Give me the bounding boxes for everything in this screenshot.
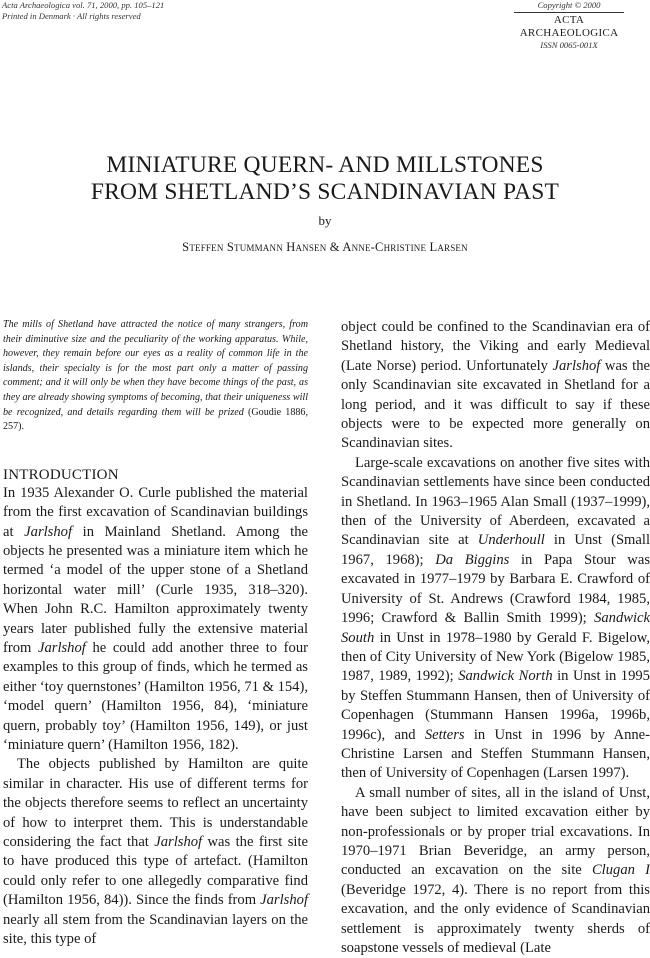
section-heading-introduction: INTRODUCTION	[3, 466, 119, 483]
right-paragraph-3: A small number of sites, all in the island of Unst, have been subject to limited excavation either by non-professionals or by proper trial excavations. In 1970–1971 Brian Beveridge, an army person, conducted an excavation on the site Clugan I (Beveridge 1972, 4). There is no report from this excavation, and the only evidence of Scandinavian settlement is approximately twenty sherds of soapstone vessels of medieval (Late	[341, 784, 650, 956]
header-rule	[514, 12, 624, 13]
running-header-left	[2, 0, 164, 22]
intro-paragraph-2: The objects published by Hamilton are quite similar in character. His use of different terms for the objects therefore seems to reflect an uncertainty of how to interpret them. This is understandable considering the fact that Jarlshof was the first site to have produced this type of artefact. (Hamilton could only refer to one allegedly comparative find (Hamilton 1956, 84)). Since the finds from Jarlshof nearly all stem from the Scandinavian layers on the site, this type of	[3, 756, 308, 948]
journal-citation: Acta Archaeologica vol. 71, 2000, pp. 105–121	[2, 0, 165, 10]
rights-notice: Printed in Denmark · All rights reserved	[2, 11, 141, 21]
running-header-right	[514, 0, 624, 50]
article-title	[0, 152, 650, 206]
left-column	[3, 318, 308, 950]
right-paragraph-1: object could be confined to the Scandinavian era of Shetland history, the Viking and early Medieval (Late Norse) period. Unfortunately Jarlshof was the only Scandinavian site excavated in Shetland for a long period, and it was difficult to say if these objects were to be expected more generally on Scandinavian sites.	[341, 319, 650, 452]
copyright-notice: Copyright © 2000	[537, 0, 601, 10]
intro-paragraph-1: In 1935 Alexander O. Curle published the material from the first excavation of Scandinavian buildings at Jarlshof in Mainland Shetland. Among the objects he presented was a miniature item which he termed ‘a model of the upper stone of a Shetland horizontal water mill’ (Curle 1935, 318–320). When John R.C. Hamilton approximately twenty years later published fully the extensive material from Jarlshof he could add another three to four examples to this group of finds, which he termed as either ‘toy quernstones’ (Hamilton 1956, 71 & 154), ‘model quern’ (Hamilton 1956, 84), ‘miniature quern, probably toy’ (Hamilton 1956, 149), or just ‘miniature quern’ (Hamilton 1956, 182).	[3, 484, 308, 754]
journal-name: ACTA ARCHAEOLOGICA	[519, 14, 619, 39]
title-line-2: FROM SHETLAND’S SCANDINAVIAN PAST	[90, 179, 560, 205]
epigraph-text: The mills of Shetland have attracted the notice of many strangers, from their diminutive size and the peculiarity of the working apparatus. While, however, they remain before our eyes as a reality of common life in the islands, their specialty is for the most part only a matter of passing comment; and it will only be when they have become things of the past, as they are already showing symptoms of becoming, that their uniqueness will be recognized, and details regarding them will be prized	[3, 319, 308, 418]
issn: ISSN 0065-001X	[540, 40, 598, 50]
right-column	[341, 318, 650, 958]
title-line-1: MINIATURE QUERN- AND MILLSTONES	[106, 152, 544, 178]
authors: Steffen Stummann Hansen & Anne-Christine Larsen	[182, 240, 468, 254]
epigraph-source: (Goudie 1886, 257).	[3, 406, 308, 433]
epigraph	[3, 318, 308, 435]
right-paragraph-2: Large-scale excavations on another five sites with Scandinavian settlements have since been conducted in Shetland. In 1963–1965 Alan Small (1937–1999), then of the University of Aberdeen, excavated a Scandinavian site at Underhoull in Unst (Small 1967, 1968); Da Biggins in Papa Stour was excavated in 1977–1979 by Barbara E. Crawford of University of St. Andrews (Crawford 1984, 1985, 1996; Crawford & Ballin Smith 1999); Sandwick South in Unst in 1978–1980 by Gerald F. Bigelow, then of City University of New York (Bigelow 1985, 1987, 1989, 1992); Sandwick North in Unst in 1995 by Steffen Stummann Hansen, then of University of Copenhagen (Stummann Hansen 1996a, 1996b, 1996c), and Setters in Unst in 1996 by Anne-Christine Larsen and Steffen Stummann Hansen, then of University of Copenhagen (Larsen 1997).	[341, 454, 650, 782]
byline-by: by	[318, 213, 332, 228]
